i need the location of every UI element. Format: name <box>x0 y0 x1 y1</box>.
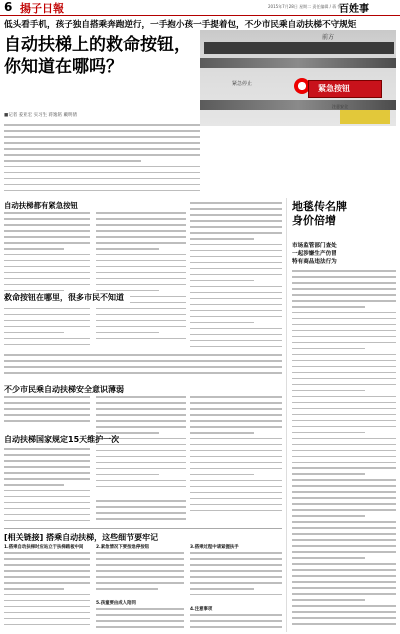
article-title-line-1: 自动扶梯上的救命按钮， <box>4 35 191 55</box>
emergency-button-label: 紧急按钮 <box>318 84 350 93</box>
heading-emergency-button: 自动扶梯都有紧急按钮 <box>4 201 78 210</box>
side-subtitle <box>292 242 337 266</box>
body-text-col-3a <box>4 396 90 430</box>
box-point-5: 5.孩童要由成人陪同 <box>96 601 136 606</box>
article-title-line-2: 你知道在哪吗？ <box>4 57 123 77</box>
page-number: 6 <box>4 0 13 14</box>
heading-button-location: 救命按钮在哪里，很多市民不知道 <box>4 292 130 303</box>
side-title-line-2: 身价倍增 <box>292 214 336 227</box>
body-text-col-1a <box>4 212 90 350</box>
related-box <box>4 544 282 632</box>
body-text-col-4a <box>4 448 90 526</box>
side-subtitle-line-2: 一起涉嫌生产仿冒 <box>292 251 337 257</box>
byline: ■记者 姜亚宏 实习生 蒋逸铭 戴明倩 <box>4 113 77 118</box>
body-text-col-1c <box>190 202 282 350</box>
side-subtitle-line-3: 特有商品违法行为 <box>292 259 337 265</box>
header-date: 2015年7月28日 星期二 责任编辑 / 蒋 悦 <box>268 4 342 9</box>
body-text-mid <box>4 354 282 380</box>
photo-top-text: 前方 <box>322 34 335 41</box>
related-box-title: [相关链接] 搭乘自动扶梯，这些细节要牢记 <box>4 533 159 542</box>
side-subtitle-line-1: 市场监管部门查处 <box>292 243 337 249</box>
photo-side-label: 紧急停止 <box>232 81 253 87</box>
section-name: 百姓事 <box>339 4 369 15</box>
escalator-photo <box>200 30 396 126</box>
box-point-3: 3.搭乘过程中请紧握扶手 <box>190 545 239 550</box>
side-title <box>292 200 347 228</box>
heading-maintenance: 自动扶梯国家规定15天维护一次 <box>4 435 120 444</box>
body-text-col-1b <box>96 212 186 344</box>
box-point-4: 4.注意事项 <box>190 607 213 612</box>
newspaper-logo: 揚子日報 <box>20 2 64 15</box>
body-text-col-3c <box>190 396 282 522</box>
article-subtitle: 低头看手机，孩子独自搭乘奔跑逆行，一手抱小孩一手提着包，不少市民乘自动扶梯不守规矩 <box>4 20 357 30</box>
heading-safety-awareness: 不少市民乘自动扶梯安全意识薄弱 <box>4 384 130 395</box>
intro-text <box>4 124 200 196</box>
side-title-line-1: 地毯传名牌 <box>292 200 347 213</box>
side-body-text <box>292 270 396 630</box>
body-text-col-3b <box>96 396 186 496</box>
photo-bottom-text: 注意安全 <box>332 104 348 109</box>
box-point-1: 1.搭乘自动扶梯时应站立于扶梯踏板中间 <box>4 545 84 550</box>
body-text-col-4b <box>96 500 186 526</box>
box-point-2: 2.紧急情况下要按急停按钮 <box>96 545 150 550</box>
